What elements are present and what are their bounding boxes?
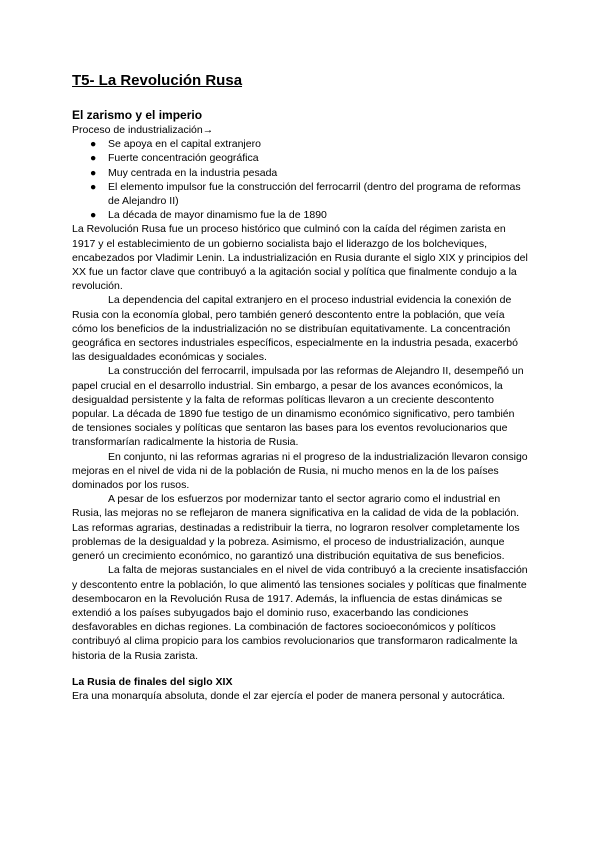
industrialization-list — [72, 137, 528, 222]
bullet-icon: ● — [90, 209, 97, 222]
list-intro: Proceso de industrialización→ — [72, 124, 214, 136]
list-item: ● El elemento impulsor fue la construcción del ferrocarril (dentro del programa de reformas de Alejandro II) — [90, 180, 521, 208]
paragraph: A pesar de los esfuerzos por modernizar tanto el sector agrario como el industrial en Rusia, las mejoras no se reflejaron de manera significativa en la calidad de vida de la población. Las reformas agrarias, destinadas a redistribuir la tierra, no lograron resolver completamente los problemas de la desigualdad y la pobreza. Asimismo, el proceso de industrialización, aunque generó un crecimiento económico, no garantizó una distribución equitativa de sus beneficios. — [72, 493, 520, 563]
list-item: ● Se apoya en el capital extranjero — [90, 138, 261, 151]
paragraph: La Revolución Rusa fue un proceso histórico que culminó con la caída del régimen zarista en 1917 y el establecimiento de un gobierno socialista bajo el liderazgo de los bolcheviques, encabezados por Vladimir Lenin. La industrialización en Rusia durante el siglo XIX y principios del XX fue un factor clave que contribuyó a la agitación social y política que finalmente condujo a la revolución. — [72, 223, 528, 293]
bullet-icon: ● — [90, 138, 97, 151]
document-title: T5- La Revolución Rusa — [72, 72, 243, 89]
list-item: ● Muy centrada en la industria pesada — [90, 166, 278, 179]
section-heading-rusia-xix: La Rusia de finales del siglo XIX — [72, 675, 233, 688]
section-heading-zarismo: El zarismo y el imperio — [72, 108, 203, 122]
paragraph: Era una monarquía absoluta, donde el zar ejercía el poder de manera personal y autocrática. — [72, 689, 506, 702]
paragraph: La falta de mejoras sustanciales en el nivel de vida contribuyó a la creciente insatisfacción y descontento entre la población, lo que alimentó las tensiones sociales y políticas que finalmente desembocaron en la Revolución Rusa de 1917. Además, la influencia de estas dinámicas se extendió a los países subyugados bajo el dominio ruso, exacerbando las condiciones desfavorables en dichas regiones. La combinación de factores socioeconómicos y políticos contribuyó al clima propicio para los cambios revolucionarios que transformaron radicalmente la historia de la Rusia zarista. — [72, 564, 528, 662]
bullet-icon: ● — [90, 180, 97, 193]
paragraph: En conjunto, ni las reformas agrarias ni el progreso de la industrialización llevaron consigo mejoras en el nivel de vida ni de la población de Rusia, ni mucho menos en la de los países dominados por los rusos. — [72, 450, 528, 492]
list-item: ● Fuerte concentración geográfica — [90, 152, 259, 165]
document-content — [72, 72, 528, 703]
paragraph: La construcción del ferrocarril, impulsada por las reformas de Alejandro II, desempeñó un papel crucial en el desarrollo industrial. Sin embargo, a pesar de los avances económicos, la desigualdad persistente y la falta de reformas políticas llevaron a un creciente descontento popular. La década de 1890 fue testigo de un dinamismo económico significativo, pero también de tensiones sociales y políticas que sentaron las bases para los eventos revolucionarios que transformarían radicalmente la historia de Rusia. — [72, 365, 524, 449]
bullet-icon: ● — [90, 166, 97, 179]
spacer — [72, 663, 528, 675]
list-item: ● La década de mayor dinamismo fue la de 1890 — [90, 209, 327, 222]
bullet-icon: ● — [90, 152, 97, 165]
paragraph: La dependencia del capital extranjero en el proceso industrial evidencia la conexión de Rusia con la economía global, pero también generó descontento entre la población, que veía cómo los beneficios de la industrialización no se distribuían equitativamente. La concentración geográfica en sectores industriales específicos, especialmente en la industria pesada, exacerbó las desigualdades económicas y sociales. — [72, 294, 518, 364]
